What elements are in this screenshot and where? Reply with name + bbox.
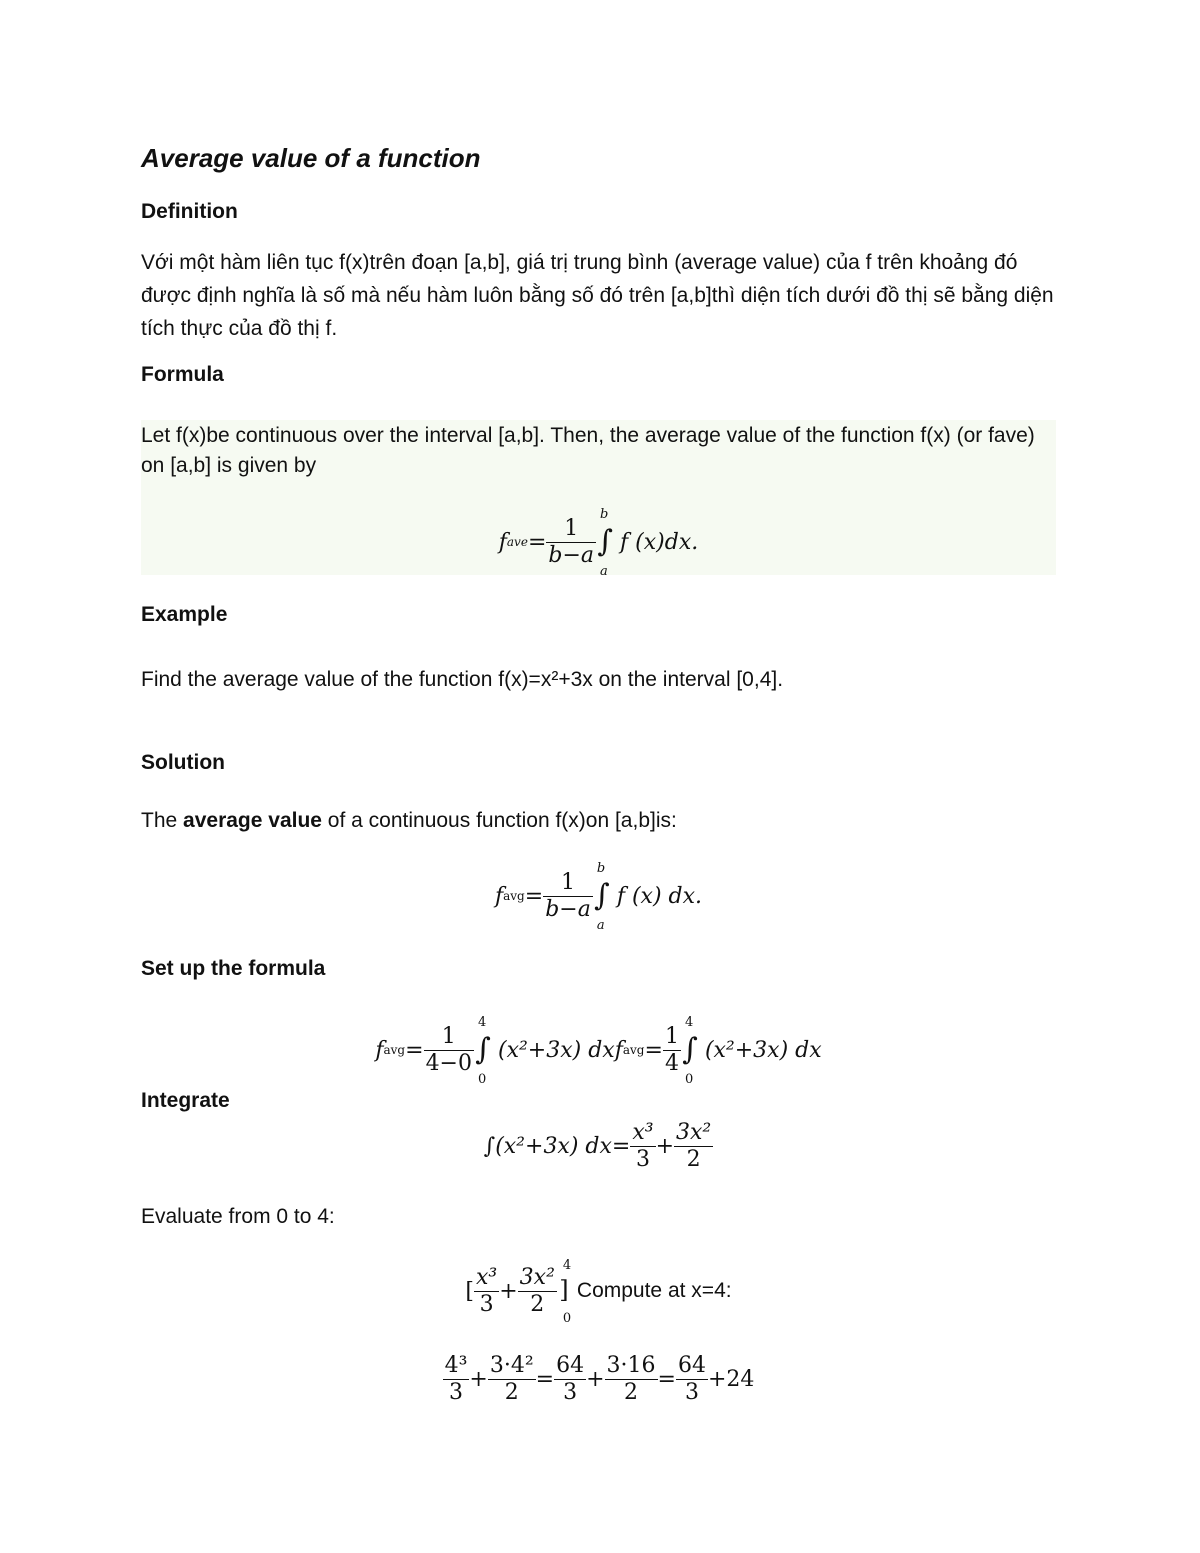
solution-equation (141, 861, 1056, 933)
evaluate-den-2: 2 (530, 1291, 545, 1317)
evaluate-equation (141, 1258, 1056, 1326)
compute-fraction-4 (605, 1353, 658, 1405)
formula-text: Let f(x)be continuous over the interval [a,b]. Then, the average value of the function f(x) (or fave) on [a,b] is given by (141, 424, 1035, 477)
formula-integral: b ∫ a (597, 507, 613, 579)
compute-den-4: 2 (624, 1379, 639, 1405)
compute-fraction-5 (676, 1353, 708, 1405)
setup-fraction-2 (663, 1024, 681, 1076)
compute-eq-1: = (535, 1366, 555, 1392)
solution-lhs-sub: avg (503, 889, 525, 903)
integrate-equation (141, 1116, 1056, 1176)
page-title: Average value of a function (141, 143, 481, 173)
formula-den: b−a (548, 542, 595, 568)
setup-den-1: 4−0 (425, 1050, 472, 1076)
setup-integral-1: 4 ∫ 0 (475, 1015, 491, 1087)
evaluate-fraction-1 (474, 1265, 499, 1317)
evaluate-bracket-limits (557, 1258, 572, 1326)
setup-lhs-sub: avg (383, 1043, 406, 1057)
setup-eq: = (405, 1037, 424, 1063)
formula-lhs: f (498, 529, 507, 555)
solution-upper: b (596, 861, 606, 876)
formula-num: 1 (546, 516, 596, 542)
setup-lhs-sub-2: avg (622, 1043, 645, 1057)
integrate-lhs: ∫(x²+3x) dx= (483, 1133, 631, 1159)
setup-upper-1: 4 (478, 1015, 487, 1030)
setup-lhs-2: f (614, 1037, 623, 1063)
integrate-heading: Integrate (141, 1089, 230, 1112)
compute-eq-2: = (657, 1366, 676, 1392)
formula-equation (141, 507, 1056, 579)
solution-lhs: f (494, 883, 504, 909)
integrate-den-1: 3 (635, 1146, 650, 1172)
integrate-plus: + (655, 1133, 675, 1159)
integrate-den-2: 2 (686, 1146, 701, 1172)
setup-heading: Set up the formula (141, 957, 326, 980)
evaluate-num-1: x³ (476, 1265, 498, 1291)
setup-fraction-1 (424, 1024, 474, 1076)
compute-den-5: 3 (684, 1379, 699, 1405)
setup-upper-2: 4 (684, 1015, 694, 1030)
compute-tail: +24 (707, 1366, 755, 1392)
setup-equation (141, 1015, 1056, 1087)
evaluate-upper: 4 (562, 1258, 572, 1273)
evaluate-den-1: 3 (479, 1291, 494, 1317)
evaluate-lower: 0 (562, 1311, 572, 1326)
integrate-fraction-2 (674, 1120, 713, 1172)
example-text: Find the average value of the function f(x)=x²+3x on the interval [0,4]. (141, 668, 784, 691)
setup-integral-2: 4 ∫ 0 (682, 1015, 698, 1087)
solution-heading: Solution (141, 751, 225, 774)
setup-lower-1: 0 (478, 1072, 487, 1087)
formula-integrand: f (x)dx. (620, 529, 699, 555)
setup-lower-2: 0 (684, 1072, 694, 1087)
solution-lead-b: of a continuous function f(x)on [a,b]is: (321, 809, 677, 832)
evaluate-plus: + (499, 1278, 518, 1304)
solution-lead-a: The (141, 809, 184, 832)
evaluate-num-2: 3x² (519, 1265, 555, 1291)
setup-eq-2: = (644, 1037, 663, 1063)
solution-integrand: f (x) dx. (616, 883, 703, 909)
compute-fraction-3 (554, 1353, 586, 1405)
compute-num-4: 3·16 (606, 1353, 656, 1379)
compute-plus-1: + (469, 1366, 488, 1392)
integrate-fraction-1 (630, 1120, 655, 1172)
evaluate-compute-text: Compute at x=4: (576, 1279, 732, 1302)
setup-num-2: 1 (664, 1024, 679, 1050)
solution-fraction (543, 870, 593, 922)
solution-num: 1 (543, 870, 593, 896)
compute-plus-2: + (586, 1366, 605, 1392)
compute-num-2: 3·4² (489, 1353, 534, 1379)
compute-num-3: 64 (556, 1353, 585, 1379)
solution-eq: = (524, 883, 544, 909)
formula-lower: a (600, 564, 608, 579)
setup-den-2: 4 (664, 1050, 679, 1076)
solution-den: b−a (545, 896, 591, 922)
formula-eq: = (527, 529, 547, 555)
solution-lead (141, 804, 1061, 837)
solution-lower: a (596, 918, 605, 933)
setup-num-1: 1 (424, 1024, 474, 1050)
formula-fraction (546, 516, 596, 568)
compute-den-2: 2 (504, 1379, 519, 1405)
integrate-num-1: x³ (632, 1120, 654, 1146)
compute-fraction-2 (488, 1353, 536, 1405)
formula-heading: Formula (141, 363, 224, 386)
setup-integrand-2: (x²+3x) dx (704, 1037, 822, 1063)
solution-integral: b ∫ a (594, 861, 610, 933)
evaluate-fraction-2 (518, 1265, 557, 1317)
compute-den-3: 3 (563, 1379, 578, 1405)
setup-lhs: f (375, 1037, 384, 1063)
definition-text: Với một hàm liên tục f(x)trên đoạn [a,b], giá trị trung bình (average value) của f trên khoảng đó được định nghĩa là số mà nếu hàm luôn bằng số đó trên [a,b]thì diện tích dưới đồ thị sẽ bằng diện tích thực của đồ thị f. (141, 251, 1054, 340)
compute-den-1: 3 (449, 1379, 463, 1405)
formula-lhs-sub: ave (506, 535, 528, 549)
compute-equation (141, 1348, 1056, 1410)
definition-heading: Definition (141, 200, 238, 223)
setup-integrand-1: (x²+3x) dx (498, 1037, 615, 1063)
solution-lead-bold: average value (183, 809, 322, 832)
example-heading: Example (141, 603, 228, 626)
compute-num-5: 64 (677, 1353, 706, 1379)
integrate-num-2: 3x² (676, 1120, 712, 1146)
compute-num-1: 4³ (444, 1353, 468, 1379)
evaluate-text: Evaluate from 0 to 4: (141, 1205, 335, 1228)
evaluate-close: ] (559, 1276, 569, 1304)
formula-upper: b (600, 507, 609, 522)
compute-fraction-1 (443, 1353, 470, 1405)
evaluate-open: [ (465, 1278, 474, 1304)
